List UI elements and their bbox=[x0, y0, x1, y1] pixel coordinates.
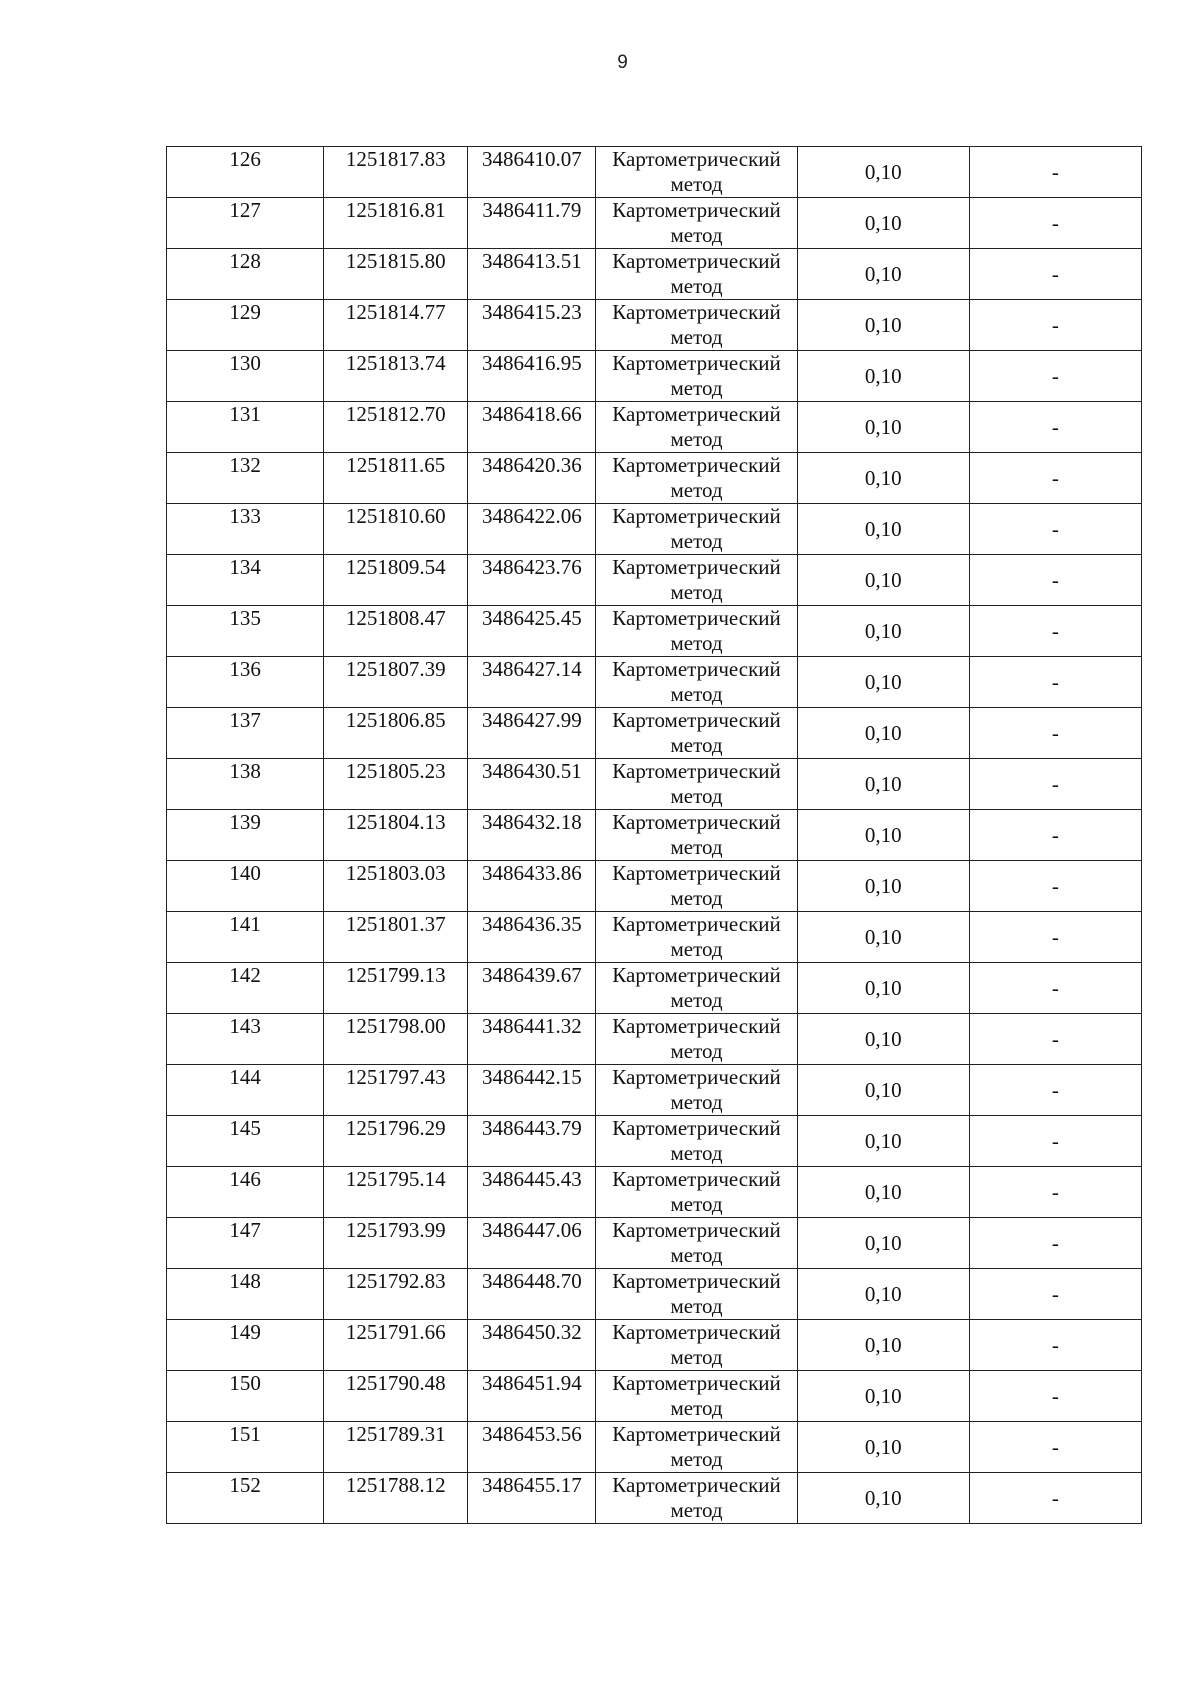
y-coordinate-cell: 3486415.23 bbox=[468, 300, 596, 351]
description-cell: - bbox=[969, 555, 1141, 606]
x-coordinate-cell: 1251788.12 bbox=[324, 1473, 468, 1524]
table-row bbox=[167, 555, 1142, 606]
x-coordinate-cell: 1251797.43 bbox=[324, 1065, 468, 1116]
description-cell: - bbox=[969, 351, 1141, 402]
point-number-cell: 133 bbox=[167, 504, 324, 555]
y-coordinate-cell: 3486416.95 bbox=[468, 351, 596, 402]
accuracy-cell: 0,10 bbox=[797, 351, 969, 402]
accuracy-cell: 0,10 bbox=[797, 912, 969, 963]
y-coordinate-cell: 3486420.36 bbox=[468, 453, 596, 504]
x-coordinate-cell: 1251816.81 bbox=[324, 198, 468, 249]
point-number-cell: 135 bbox=[167, 606, 324, 657]
accuracy-cell: 0,10 bbox=[797, 1218, 969, 1269]
description-cell: - bbox=[969, 504, 1141, 555]
method-cell: Картометрический метод bbox=[596, 147, 797, 198]
accuracy-cell: 0,10 bbox=[797, 402, 969, 453]
accuracy-cell: 0,10 bbox=[797, 249, 969, 300]
method-cell: Картометрический метод bbox=[596, 810, 797, 861]
y-coordinate-cell: 3486418.66 bbox=[468, 402, 596, 453]
y-coordinate-cell: 3486432.18 bbox=[468, 810, 596, 861]
page-number: 9 bbox=[617, 52, 628, 73]
method-cell: Картометрический метод bbox=[596, 606, 797, 657]
point-number-cell: 128 bbox=[167, 249, 324, 300]
description-cell: - bbox=[969, 606, 1141, 657]
method-cell: Картометрический метод bbox=[596, 453, 797, 504]
y-coordinate-cell: 3486423.76 bbox=[468, 555, 596, 606]
y-coordinate-cell: 3486425.45 bbox=[468, 606, 596, 657]
method-cell: Картометрический метод bbox=[596, 504, 797, 555]
x-coordinate-cell: 1251815.80 bbox=[324, 249, 468, 300]
description-cell: - bbox=[969, 1320, 1141, 1371]
method-cell: Картометрический метод bbox=[596, 1167, 797, 1218]
y-coordinate-cell: 3486450.32 bbox=[468, 1320, 596, 1371]
point-number-cell: 139 bbox=[167, 810, 324, 861]
description-cell: - bbox=[969, 453, 1141, 504]
point-number-cell: 148 bbox=[167, 1269, 324, 1320]
x-coordinate-cell: 1251807.39 bbox=[324, 657, 468, 708]
description-cell: - bbox=[969, 657, 1141, 708]
coordinates-table bbox=[166, 146, 1142, 1524]
point-number-cell: 152 bbox=[167, 1473, 324, 1524]
table-row bbox=[167, 1269, 1142, 1320]
table-row bbox=[167, 198, 1142, 249]
method-cell: Картометрический метод bbox=[596, 1218, 797, 1269]
accuracy-cell: 0,10 bbox=[797, 555, 969, 606]
accuracy-cell: 0,10 bbox=[797, 1422, 969, 1473]
method-cell: Картометрический метод bbox=[596, 300, 797, 351]
method-cell: Картометрический метод bbox=[596, 555, 797, 606]
accuracy-cell: 0,10 bbox=[797, 1014, 969, 1065]
accuracy-cell: 0,10 bbox=[797, 759, 969, 810]
point-number-cell: 126 bbox=[167, 147, 324, 198]
y-coordinate-cell: 3486447.06 bbox=[468, 1218, 596, 1269]
accuracy-cell: 0,10 bbox=[797, 1065, 969, 1116]
description-cell: - bbox=[969, 1371, 1141, 1422]
description-cell: - bbox=[969, 1065, 1141, 1116]
x-coordinate-cell: 1251809.54 bbox=[324, 555, 468, 606]
method-cell: Картометрический метод bbox=[596, 708, 797, 759]
y-coordinate-cell: 3486445.43 bbox=[468, 1167, 596, 1218]
accuracy-cell: 0,10 bbox=[797, 198, 969, 249]
y-coordinate-cell: 3486433.86 bbox=[468, 861, 596, 912]
description-cell: - bbox=[969, 1422, 1141, 1473]
accuracy-cell: 0,10 bbox=[797, 1167, 969, 1218]
table-row bbox=[167, 1473, 1142, 1524]
description-cell: - bbox=[969, 861, 1141, 912]
y-coordinate-cell: 3486427.99 bbox=[468, 708, 596, 759]
method-cell: Картометрический метод bbox=[596, 1065, 797, 1116]
y-coordinate-cell: 3486410.07 bbox=[468, 147, 596, 198]
table-row bbox=[167, 1014, 1142, 1065]
method-cell: Картометрический метод bbox=[596, 1473, 797, 1524]
accuracy-cell: 0,10 bbox=[797, 1371, 969, 1422]
point-number-cell: 127 bbox=[167, 198, 324, 249]
table-row bbox=[167, 402, 1142, 453]
accuracy-cell: 0,10 bbox=[797, 1473, 969, 1524]
description-cell: - bbox=[969, 759, 1141, 810]
table-row bbox=[167, 963, 1142, 1014]
y-coordinate-cell: 3486451.94 bbox=[468, 1371, 596, 1422]
method-cell: Картометрический метод bbox=[596, 1116, 797, 1167]
accuracy-cell: 0,10 bbox=[797, 708, 969, 759]
table-row bbox=[167, 657, 1142, 708]
description-cell: - bbox=[969, 1473, 1141, 1524]
x-coordinate-cell: 1251804.13 bbox=[324, 810, 468, 861]
point-number-cell: 140 bbox=[167, 861, 324, 912]
method-cell: Картометрический метод bbox=[596, 1320, 797, 1371]
table-row bbox=[167, 606, 1142, 657]
table-row bbox=[167, 351, 1142, 402]
y-coordinate-cell: 3486411.79 bbox=[468, 198, 596, 249]
x-coordinate-cell: 1251798.00 bbox=[324, 1014, 468, 1065]
y-coordinate-cell: 3486442.15 bbox=[468, 1065, 596, 1116]
x-coordinate-cell: 1251813.74 bbox=[324, 351, 468, 402]
table-row bbox=[167, 1218, 1142, 1269]
table-row bbox=[167, 300, 1142, 351]
method-cell: Картометрический метод bbox=[596, 759, 797, 810]
coordinates-table-body bbox=[167, 147, 1142, 1524]
x-coordinate-cell: 1251810.60 bbox=[324, 504, 468, 555]
x-coordinate-cell: 1251805.23 bbox=[324, 759, 468, 810]
accuracy-cell: 0,10 bbox=[797, 300, 969, 351]
accuracy-cell: 0,10 bbox=[797, 1116, 969, 1167]
point-number-cell: 138 bbox=[167, 759, 324, 810]
y-coordinate-cell: 3486455.17 bbox=[468, 1473, 596, 1524]
description-cell: - bbox=[969, 1269, 1141, 1320]
y-coordinate-cell: 3486422.06 bbox=[468, 504, 596, 555]
point-number-cell: 130 bbox=[167, 351, 324, 402]
table-row bbox=[167, 912, 1142, 963]
x-coordinate-cell: 1251808.47 bbox=[324, 606, 468, 657]
description-cell: - bbox=[969, 1167, 1141, 1218]
point-number-cell: 134 bbox=[167, 555, 324, 606]
method-cell: Картометрический метод bbox=[596, 351, 797, 402]
method-cell: Картометрический метод bbox=[596, 402, 797, 453]
x-coordinate-cell: 1251799.13 bbox=[324, 963, 468, 1014]
table-row bbox=[167, 1371, 1142, 1422]
table-row bbox=[167, 453, 1142, 504]
method-cell: Картометрический метод bbox=[596, 861, 797, 912]
x-coordinate-cell: 1251811.65 bbox=[324, 453, 468, 504]
accuracy-cell: 0,10 bbox=[797, 810, 969, 861]
accuracy-cell: 0,10 bbox=[797, 504, 969, 555]
table-row bbox=[167, 147, 1142, 198]
x-coordinate-cell: 1251795.14 bbox=[324, 1167, 468, 1218]
accuracy-cell: 0,10 bbox=[797, 1269, 969, 1320]
point-number-cell: 147 bbox=[167, 1218, 324, 1269]
table-row bbox=[167, 810, 1142, 861]
description-cell: - bbox=[969, 198, 1141, 249]
accuracy-cell: 0,10 bbox=[797, 963, 969, 1014]
x-coordinate-cell: 1251796.29 bbox=[324, 1116, 468, 1167]
y-coordinate-cell: 3486427.14 bbox=[468, 657, 596, 708]
table-row bbox=[167, 1320, 1142, 1371]
point-number-cell: 144 bbox=[167, 1065, 324, 1116]
accuracy-cell: 0,10 bbox=[797, 1320, 969, 1371]
point-number-cell: 136 bbox=[167, 657, 324, 708]
description-cell: - bbox=[969, 249, 1141, 300]
y-coordinate-cell: 3486448.70 bbox=[468, 1269, 596, 1320]
description-cell: - bbox=[969, 963, 1141, 1014]
x-coordinate-cell: 1251803.03 bbox=[324, 861, 468, 912]
accuracy-cell: 0,10 bbox=[797, 861, 969, 912]
description-cell: - bbox=[969, 708, 1141, 759]
table-row bbox=[167, 708, 1142, 759]
accuracy-cell: 0,10 bbox=[797, 147, 969, 198]
x-coordinate-cell: 1251793.99 bbox=[324, 1218, 468, 1269]
x-coordinate-cell: 1251806.85 bbox=[324, 708, 468, 759]
point-number-cell: 149 bbox=[167, 1320, 324, 1371]
table-row bbox=[167, 759, 1142, 810]
method-cell: Картометрический метод bbox=[596, 1014, 797, 1065]
method-cell: Картометрический метод bbox=[596, 1371, 797, 1422]
y-coordinate-cell: 3486413.51 bbox=[468, 249, 596, 300]
table-row bbox=[167, 1116, 1142, 1167]
y-coordinate-cell: 3486453.56 bbox=[468, 1422, 596, 1473]
point-number-cell: 131 bbox=[167, 402, 324, 453]
y-coordinate-cell: 3486430.51 bbox=[468, 759, 596, 810]
point-number-cell: 129 bbox=[167, 300, 324, 351]
x-coordinate-cell: 1251792.83 bbox=[324, 1269, 468, 1320]
x-coordinate-cell: 1251801.37 bbox=[324, 912, 468, 963]
point-number-cell: 141 bbox=[167, 912, 324, 963]
description-cell: - bbox=[969, 147, 1141, 198]
table-row bbox=[167, 1422, 1142, 1473]
method-cell: Картометрический метод bbox=[596, 249, 797, 300]
table-row bbox=[167, 1167, 1142, 1218]
x-coordinate-cell: 1251789.31 bbox=[324, 1422, 468, 1473]
description-cell: - bbox=[969, 1218, 1141, 1269]
y-coordinate-cell: 3486436.35 bbox=[468, 912, 596, 963]
table-row bbox=[167, 1065, 1142, 1116]
point-number-cell: 137 bbox=[167, 708, 324, 759]
description-cell: - bbox=[969, 300, 1141, 351]
method-cell: Картометрический метод bbox=[596, 1422, 797, 1473]
accuracy-cell: 0,10 bbox=[797, 606, 969, 657]
table-row bbox=[167, 504, 1142, 555]
accuracy-cell: 0,10 bbox=[797, 657, 969, 708]
table-row bbox=[167, 861, 1142, 912]
x-coordinate-cell: 1251790.48 bbox=[324, 1371, 468, 1422]
x-coordinate-cell: 1251814.77 bbox=[324, 300, 468, 351]
point-number-cell: 132 bbox=[167, 453, 324, 504]
method-cell: Картометрический метод bbox=[596, 657, 797, 708]
method-cell: Картометрический метод bbox=[596, 198, 797, 249]
description-cell: - bbox=[969, 402, 1141, 453]
point-number-cell: 150 bbox=[167, 1371, 324, 1422]
point-number-cell: 145 bbox=[167, 1116, 324, 1167]
point-number-cell: 151 bbox=[167, 1422, 324, 1473]
x-coordinate-cell: 1251817.83 bbox=[324, 147, 468, 198]
method-cell: Картометрический метод bbox=[596, 1269, 797, 1320]
point-number-cell: 142 bbox=[167, 963, 324, 1014]
y-coordinate-cell: 3486439.67 bbox=[468, 963, 596, 1014]
method-cell: Картометрический метод bbox=[596, 912, 797, 963]
accuracy-cell: 0,10 bbox=[797, 453, 969, 504]
method-cell: Картометрический метод bbox=[596, 963, 797, 1014]
y-coordinate-cell: 3486441.32 bbox=[468, 1014, 596, 1065]
table-row bbox=[167, 249, 1142, 300]
point-number-cell: 146 bbox=[167, 1167, 324, 1218]
point-number-cell: 143 bbox=[167, 1014, 324, 1065]
x-coordinate-cell: 1251812.70 bbox=[324, 402, 468, 453]
description-cell: - bbox=[969, 810, 1141, 861]
x-coordinate-cell: 1251791.66 bbox=[324, 1320, 468, 1371]
description-cell: - bbox=[969, 1014, 1141, 1065]
y-coordinate-cell: 3486443.79 bbox=[468, 1116, 596, 1167]
description-cell: - bbox=[969, 1116, 1141, 1167]
description-cell: - bbox=[969, 912, 1141, 963]
